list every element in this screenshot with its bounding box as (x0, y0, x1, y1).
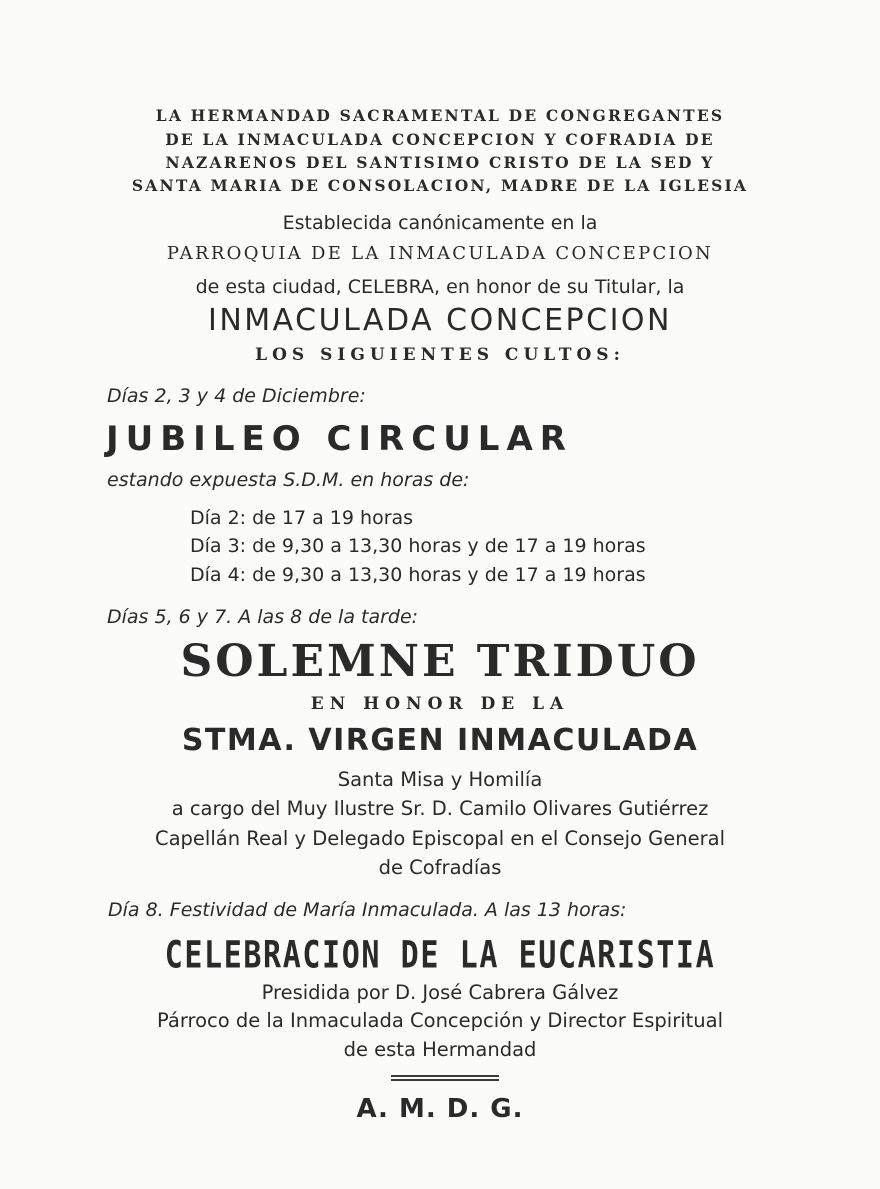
schedule-day-4: Día 4: de 9,30 a 13,30 horas y de 17 a 19 horas (190, 564, 646, 586)
festividad-line-2: Párroco de la Inmaculada Concepción y Director Espiritual (156, 1009, 724, 1032)
triduo-title: SOLEMNE TRIDUO (180, 636, 700, 687)
titular-heading: INMACULADA CONCEPCION (208, 303, 672, 338)
festividad-line-3: de esta Hermandad (343, 1038, 537, 1061)
cults-intro: LOS SIGUIENTES CULTOS: (255, 345, 625, 365)
in-honor-line: EN HONOR DE LA (310, 694, 570, 714)
celebrates-line: de esta ciudad, CELEBRA, en honor de su Titular, la (195, 276, 685, 298)
triduo-dates: Días 5, 6 y 7. A las 8 de la tarde: (107, 606, 419, 628)
parish-line: PARROQUIA DE LA INMACULADA CONCEPCION (166, 243, 714, 264)
brotherhood-line-1: LA HERMANDAD SACRAMENTAL DE CONGREGANTES (155, 106, 725, 125)
schedule-day-2: Día 2: de 17 a 19 horas (190, 507, 414, 529)
triduo-line-1: Santa Misa y Homilía (337, 768, 543, 791)
double-rule-divider (391, 1075, 499, 1081)
schedule-day-3: Día 3: de 9,30 a 13,30 horas y de 17 a 19 horas (190, 535, 646, 557)
amdg-motto: A. M. D. G. (356, 1094, 524, 1124)
eucaristia-title: CELEBRACION DE LA EUCARISTIA (164, 933, 716, 978)
triduo-line-4: de Cofradías (378, 856, 502, 879)
jubileo-title: JUBILEO CIRCULAR (106, 419, 573, 459)
festividad-dates: Día 8. Festividad de María Inmaculada. A las 13 horas: (108, 899, 627, 921)
virgin-title: STMA. VIRGEN INMACULADA (181, 723, 699, 758)
triduo-line-3: Capellán Real y Delegado Episcopal en el Consejo General (154, 827, 725, 850)
brotherhood-line-4: SANTA MARIA DE CONSOLACION, MADRE DE LA IGLESIA (131, 176, 749, 195)
established-line: Establecida canónicamente en la (282, 212, 598, 234)
jubileo-dates: Días 2, 3 y 4 de Diciembre: (107, 385, 366, 407)
triduo-line-2: a cargo del Muy Ilustre Sr. D. Camilo Olivares Gutiérrez (171, 797, 709, 820)
brotherhood-line-2: DE LA INMACULADA CONCEPCION Y COFRADIA DE (165, 130, 715, 149)
festividad-line-1: Presidida por D. José Cabrera Gálvez (261, 981, 619, 1004)
jubileo-exposition: estando expuesta S.D.M. en horas de: (107, 469, 470, 491)
brotherhood-line-3: NAZARENOS DEL SANTISIMO CRISTO DE LA SED Y (165, 153, 715, 172)
